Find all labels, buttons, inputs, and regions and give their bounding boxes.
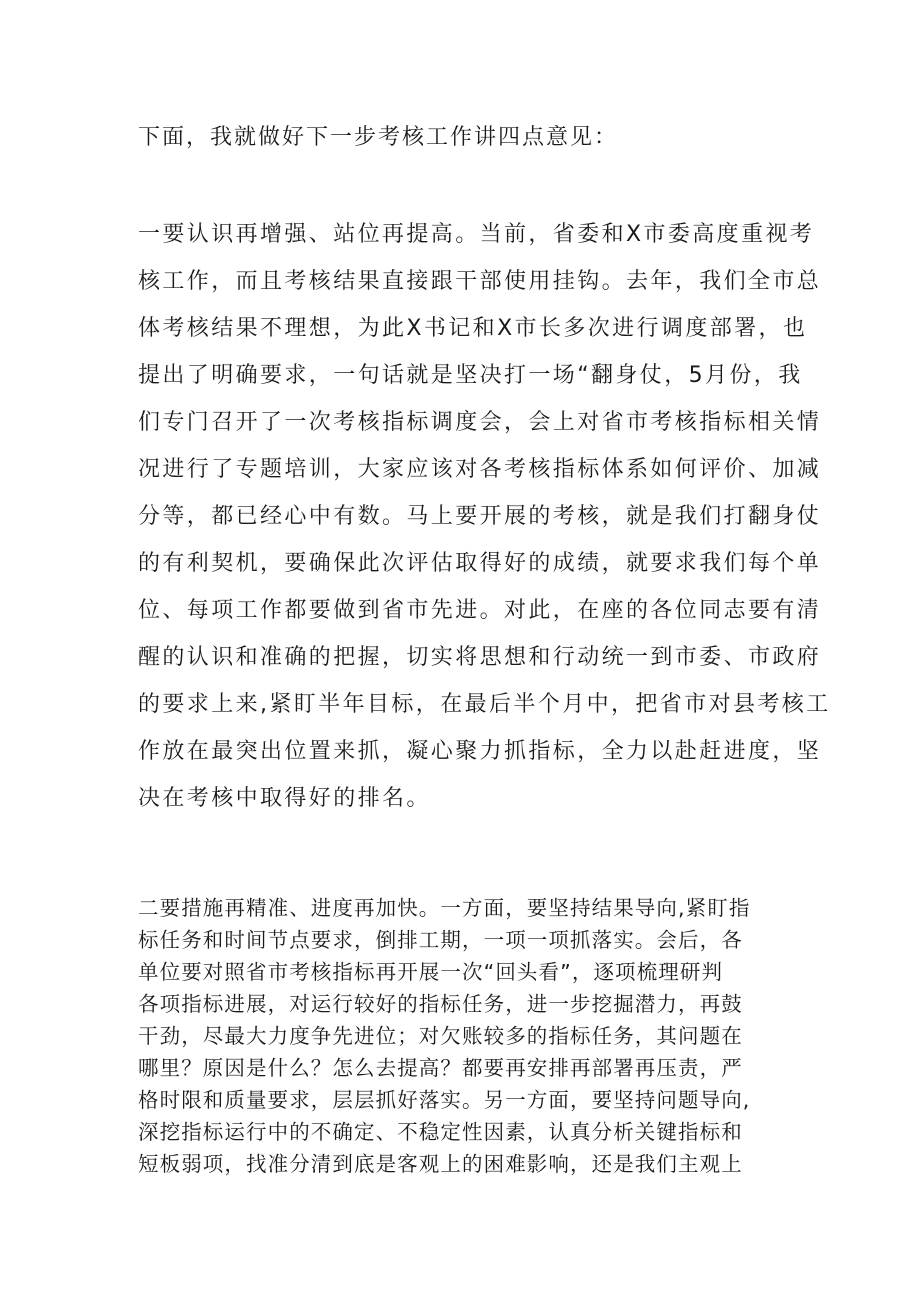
paragraph-line: 醒的认识和准确的把握，切实将思想和行动统一到市委、市政府	[138, 645, 822, 670]
paragraph-line: 哪里？原因是什么？怎么去提高？都要再安排再部署再压责，严	[138, 1056, 743, 1080]
paragraph-line: 位、每项工作都要做到省市先进。对此，在座的各位同志要有清	[138, 598, 822, 623]
paragraph-line: 二要措施再精准、进度再加快。一方面，要坚持结果导向,紧盯指	[138, 896, 751, 920]
paragraph-line: 干劲，尽最大力度争先进位；对欠账较多的指标任务，其问题在	[138, 1024, 743, 1048]
paragraph-line: 短板弱项，找准分清到底是客观上的困难影响，还是我们主观上	[138, 1152, 743, 1176]
paragraph-line: 决在考核中取得好的排名。	[138, 786, 431, 811]
paragraph-line: 格时限和质量要求，层层抓好落实。另一方面，要坚持问题导向,	[138, 1088, 751, 1112]
paragraph-line: 深挖指标运行中的不确定、不稳定性因素，认真分析关键指标和	[138, 1120, 743, 1144]
paragraph-line: 分等，都已经心中有数。马上要开展的考核，就是我们打翻身仗	[138, 504, 822, 529]
paragraph-line: 一要认识再增强、站位再提高。当前，省委和X市委高度重视考	[138, 222, 815, 247]
paragraph-line: 的要求上来,紧盯半年目标，在最后半个月中，把省市对县考核工	[138, 692, 831, 717]
section-one-paragraph	[138, 211, 831, 822]
paragraph-line: 标任务和时间节点要求，倒排工期，一项一项抓落实。会后，各	[138, 928, 743, 952]
intro-paragraph: 下面，我就做好下一步考核工作讲四点意见：	[138, 125, 619, 150]
section-two-paragraph	[138, 892, 798, 1180]
paragraph-line: 的有利契机，要确保此次评估取得好的成绩，就要求我们每个单	[138, 551, 822, 576]
paragraph-line: 核工作，而且考核结果直接跟干部使用挂钩。去年，我们全市总	[138, 269, 822, 294]
paragraph-line: 作放在最突出位置来抓，凝心聚力抓指标，全力以赴赶进度，坚	[138, 739, 822, 764]
paragraph-line: 单位要对照省市考核指标再开展一次“回头看”，逐项梳理研判	[138, 960, 724, 984]
paragraph-line: 各项指标进展，对运行较好的指标任务，进一步挖掘潜力，再鼓	[138, 992, 743, 1016]
paragraph-line: 况进行了专题培训，大家应该对各考核指标体系如何评价、加减	[138, 457, 822, 482]
paragraph-line: 提出了明确要求，一句话就是坚决打一场“翻身仗，5月份，我	[138, 363, 803, 388]
paragraph-line: 们专门召开了一次考核指标调度会，会上对省市考核指标相关情	[138, 410, 822, 435]
paragraph-line: 体考核结果不理想，为此X书记和X市长多次进行调度部署，也	[138, 316, 808, 341]
